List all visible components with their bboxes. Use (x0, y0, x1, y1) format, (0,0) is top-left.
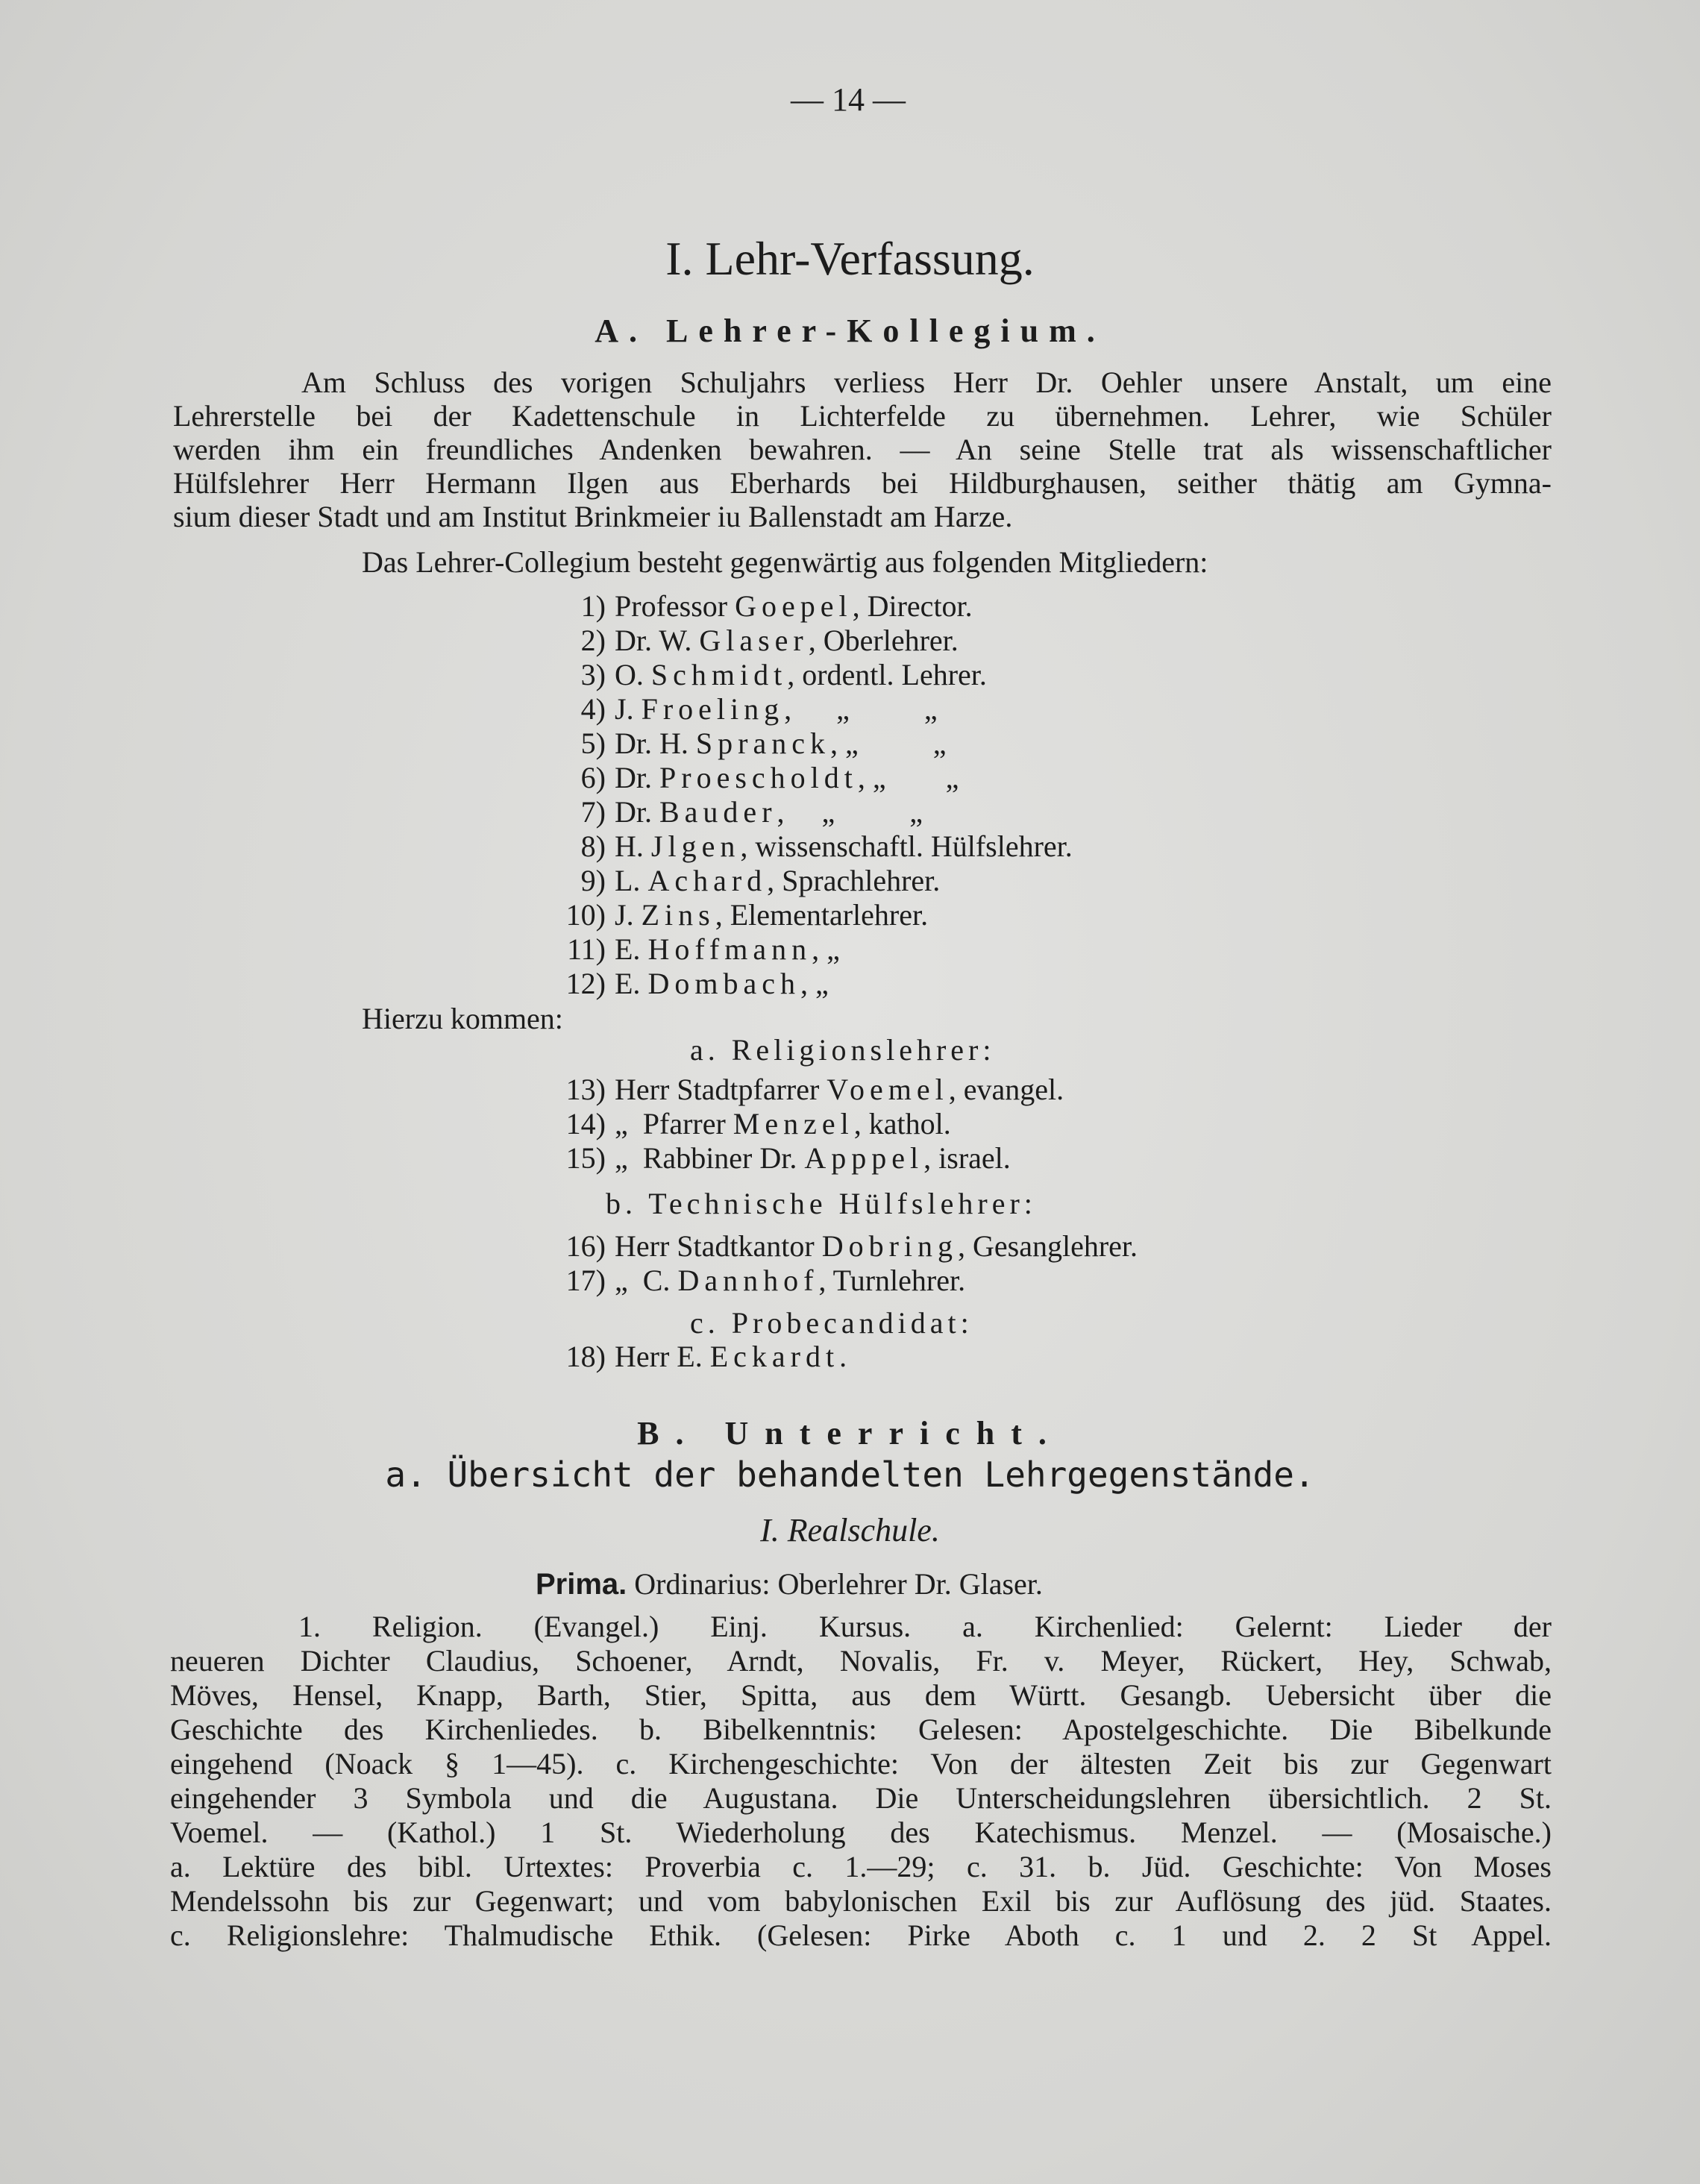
member-name: Dobring (821, 1229, 959, 1263)
body-line: Möves, Hensel, Knapp, Barth, Stier, Spitta, aus dem Württ. Gesangb. Uebersicht über die (170, 1678, 1552, 1712)
chapter-title: I. Lehr-Verfassung. (665, 232, 1035, 285)
member-name: Spranck (695, 727, 830, 760)
member-row: 13) Herr Stadtpfarrer Voemel, evangel. (565, 1073, 1064, 1106)
member-row: 18) Herr E. Eckardt. (565, 1340, 847, 1373)
member-name: Froeling (641, 692, 785, 726)
member-name: Achard (647, 864, 768, 897)
intro-line: werden ihm ein freundliches Andenken bewahren. — An seine Stelle trat als wissenschaftlicher (173, 433, 1552, 466)
body-line: eingehend (Noack § 1—45). c. Kirchengeschichte: Von der ältesten Zeit bis zur Gegenwart (170, 1747, 1552, 1780)
category-b-heading: b. Technische Hülfslehrer: (606, 1187, 1037, 1220)
member-row: 1) Professor Goepel, Director. (580, 589, 973, 623)
collegium-intro: Das Lehrer-Collegium besteht gegenwärtig aus folgenden Mitgliedern: (362, 545, 1208, 579)
category-a-heading: a. Religionslehrer: (690, 1033, 996, 1067)
body-line: a. Lektüre des bibl. Urtextes: Proverbia c. 1.—29; c. 31. b. Jüd. Geschichte: Von Moses (170, 1850, 1552, 1883)
member-name: Bauder (659, 795, 777, 829)
section-b-heading: B. Unterricht. (637, 1415, 1063, 1452)
body-line: Geschichte des Kirchenliedes. b. Bibelkenntnis: Gelesen: Apostelgeschichte. Die Bibelkunde (170, 1713, 1552, 1746)
intro-line: Am Schluss des vorigen Schuljahrs verliess Herr Dr. Oehler unsere Anstalt, um eine (301, 365, 1552, 399)
prima-ordinarius: Ordinarius: Oberlehrer Dr. Glaser. (627, 1567, 1043, 1601)
member-name: Zins (641, 898, 715, 932)
body-line: eingehender 3 Symbola und die Augustana. Die Unterscheidungslehren übersichtlich. 2 St. (170, 1781, 1552, 1815)
member-row: 12) E. Dombach, „ (565, 967, 829, 1000)
section-a-heading: A. Lehrer-Kollegium. (595, 313, 1105, 349)
member-name: Apppel (804, 1141, 924, 1175)
member-name: Jlgen (650, 829, 741, 863)
member-row: 3) O. Schmidt, ordentl. Lehrer. (580, 658, 987, 691)
prima-line (536, 1566, 1043, 1601)
member-row: 10) J. Zins, Elementarlehrer. (565, 898, 929, 932)
member-row: 5) Dr. H. Spranck, „ „ (580, 727, 947, 760)
member-name: Eckardt (709, 1340, 840, 1373)
member-row: 6) Dr. Proescholdt, „ „ (580, 761, 959, 794)
member-row: 16) Herr Stadtkantor Dobring, Gesanglehrer. (565, 1229, 1138, 1263)
body-line: c. Religionslehre: Thalmudische Ethik. (Gelesen: Pirke Aboth c. 1 und 2. 2 St Appel. (170, 1918, 1552, 1952)
religion-paragraph (170, 1610, 1552, 1953)
member-name: Voemel (827, 1073, 949, 1106)
member-row: 9) L. Achard, Sprachlehrer. (580, 864, 941, 897)
member-row: 4) J. Froeling, „ „ (580, 692, 938, 726)
member-row: 17) „ C. Dannhof, Turnlehrer. (565, 1264, 966, 1297)
member-row: 14) „ Pfarrer Menzel, kathol. (565, 1107, 951, 1140)
member-row: 7) Dr. Bauder, „ „ (580, 795, 923, 829)
intro-line: sium dieser Stadt und am Institut Brinkmeier iu Ballenstadt am Harze. (173, 500, 1013, 533)
member-row: 8) H. Jlgen, wissenschaftl. Hülfslehrer. (580, 829, 1073, 863)
member-name: Menzel (733, 1107, 854, 1140)
body-line: Voemel. — (Kathol.) 1 St. Wiederholung des Katechismus. Menzel. — (Mosaische.) (170, 1816, 1552, 1849)
overview-heading: a. Übersicht der behandelten Lehrgegenstände. (385, 1455, 1315, 1495)
member-row: 11) E. Hoffmann, „ (567, 932, 840, 966)
intro-paragraph (173, 365, 1552, 533)
body-line: 1. Religion. (Evangel.) Einj. Kursus. a. Kirchenlied: Gelernt: Lieder der (298, 1610, 1552, 1643)
hierzu-label: Hierzu kommen: (362, 1002, 563, 1035)
page-number: — 14 — (791, 81, 906, 118)
member-name: Proescholdt (659, 761, 858, 794)
member-name: Hoffmann (647, 932, 812, 966)
member-name: Dombach (647, 967, 800, 1000)
member-name: Schmidt (650, 658, 788, 691)
member-name: Goepel (735, 589, 853, 623)
body-line: Mendelssohn bis zur Gegenwart; und vom babylonischen Exil bis zur Auflösung des jüd. Staates. (170, 1884, 1552, 1918)
body-line: neueren Dichter Claudius, Schoener, Arndt, Novalis, Fr. v. Meyer, Rückert, Hey, Schwab, (170, 1644, 1552, 1678)
intro-line: Lehrerstelle bei der Kadettenschule in Lichterfelde zu übernehmen. Lehrer, wie Schüler (173, 399, 1552, 433)
intro-line: Hülfslehrer Herr Hermann Ilgen aus Eberhards bei Hildburghausen, seither thätig am Gymna- (173, 466, 1552, 500)
member-name: Dannhof (677, 1264, 819, 1297)
member-row: 15) „ Rabbiner Dr. Apppel, israel. (565, 1141, 1011, 1175)
prima-label: Prima. (536, 1568, 627, 1601)
realschule-heading: I. Realschule. (760, 1512, 940, 1548)
member-name: Glaser (699, 624, 809, 657)
member-row: 2) Dr. W. Glaser, Oberlehrer. (580, 624, 959, 657)
category-c-heading: c. Probecandidat: (690, 1306, 973, 1340)
